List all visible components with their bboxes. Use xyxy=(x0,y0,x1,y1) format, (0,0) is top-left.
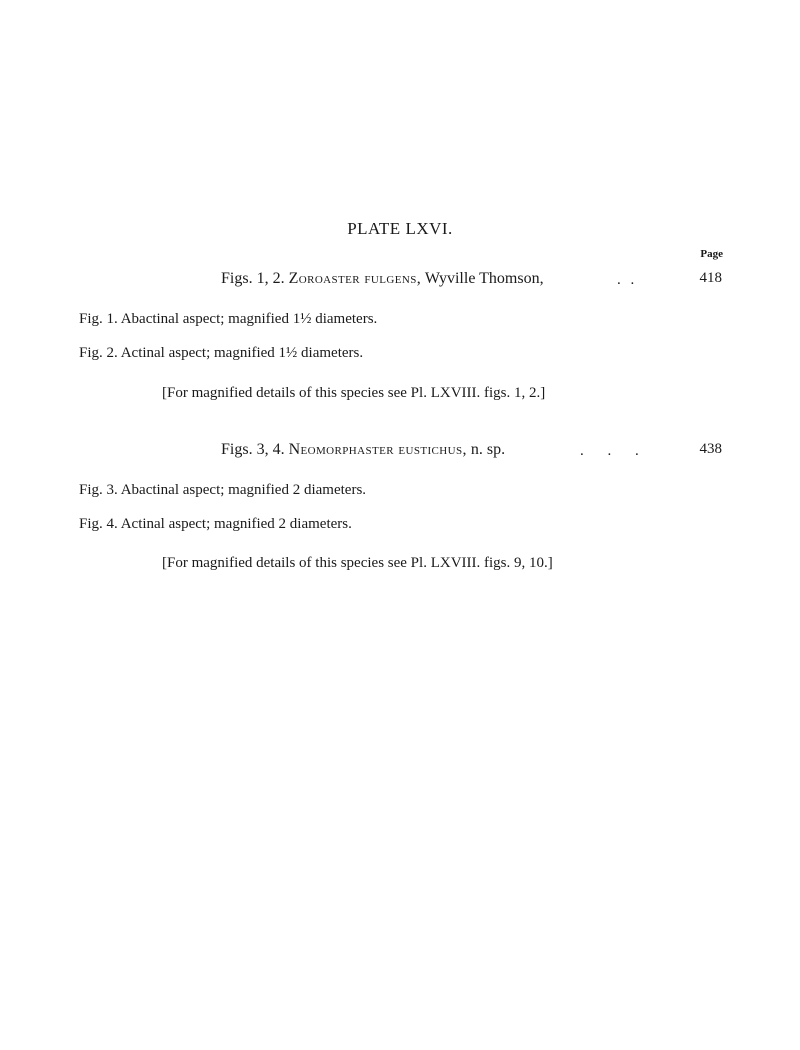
species-author: n. sp. xyxy=(470,441,506,458)
species-author: Wyville Thomson, xyxy=(424,270,544,287)
figure-label: Fig. 1. xyxy=(79,311,118,327)
section-leaders-1: . . xyxy=(617,272,638,288)
section-heading-1 xyxy=(221,270,544,288)
section-note-1: [For magnified details of this species see Pl. LXVIII. figs. 1, 2.] xyxy=(162,385,546,401)
figure-caption-2 xyxy=(79,345,363,362)
figure-text: Actinal aspect; magnified 1½ diameters. xyxy=(120,345,364,361)
figure-caption-4 xyxy=(79,516,352,533)
figure-text: Abactinal aspect; magnified 2 diameters. xyxy=(120,482,367,498)
figs-label: Figs. 3, 4. xyxy=(221,441,285,458)
figure-label: Fig. 4. xyxy=(79,516,118,532)
section-heading-2 xyxy=(221,441,505,459)
section-leaders-2: . . . xyxy=(580,443,649,459)
section-note-2: [For magnified details of this species see Pl. LXVIII. figs. 9, 10.] xyxy=(162,555,553,571)
figure-text: Abactinal aspect; magnified 1½ diameters. xyxy=(120,311,378,327)
species-name: Zoroaster fulgens, xyxy=(288,270,422,287)
plate-title: PLATE LXVI. xyxy=(347,219,453,238)
section-page-2: 438 xyxy=(699,441,722,457)
species-name: Neomorphaster eustichus, xyxy=(288,441,467,458)
figure-label: Fig. 2. xyxy=(79,345,118,361)
figure-text: Actinal aspect; magnified 2 diameters. xyxy=(120,516,352,532)
page-column-header: Page xyxy=(700,248,723,260)
figs-label: Figs. 1, 2. xyxy=(221,270,285,287)
section-page-1: 418 xyxy=(699,270,722,286)
figure-label: Fig. 3. xyxy=(79,482,118,498)
figure-caption-1 xyxy=(79,311,377,328)
figure-caption-3 xyxy=(79,482,366,499)
